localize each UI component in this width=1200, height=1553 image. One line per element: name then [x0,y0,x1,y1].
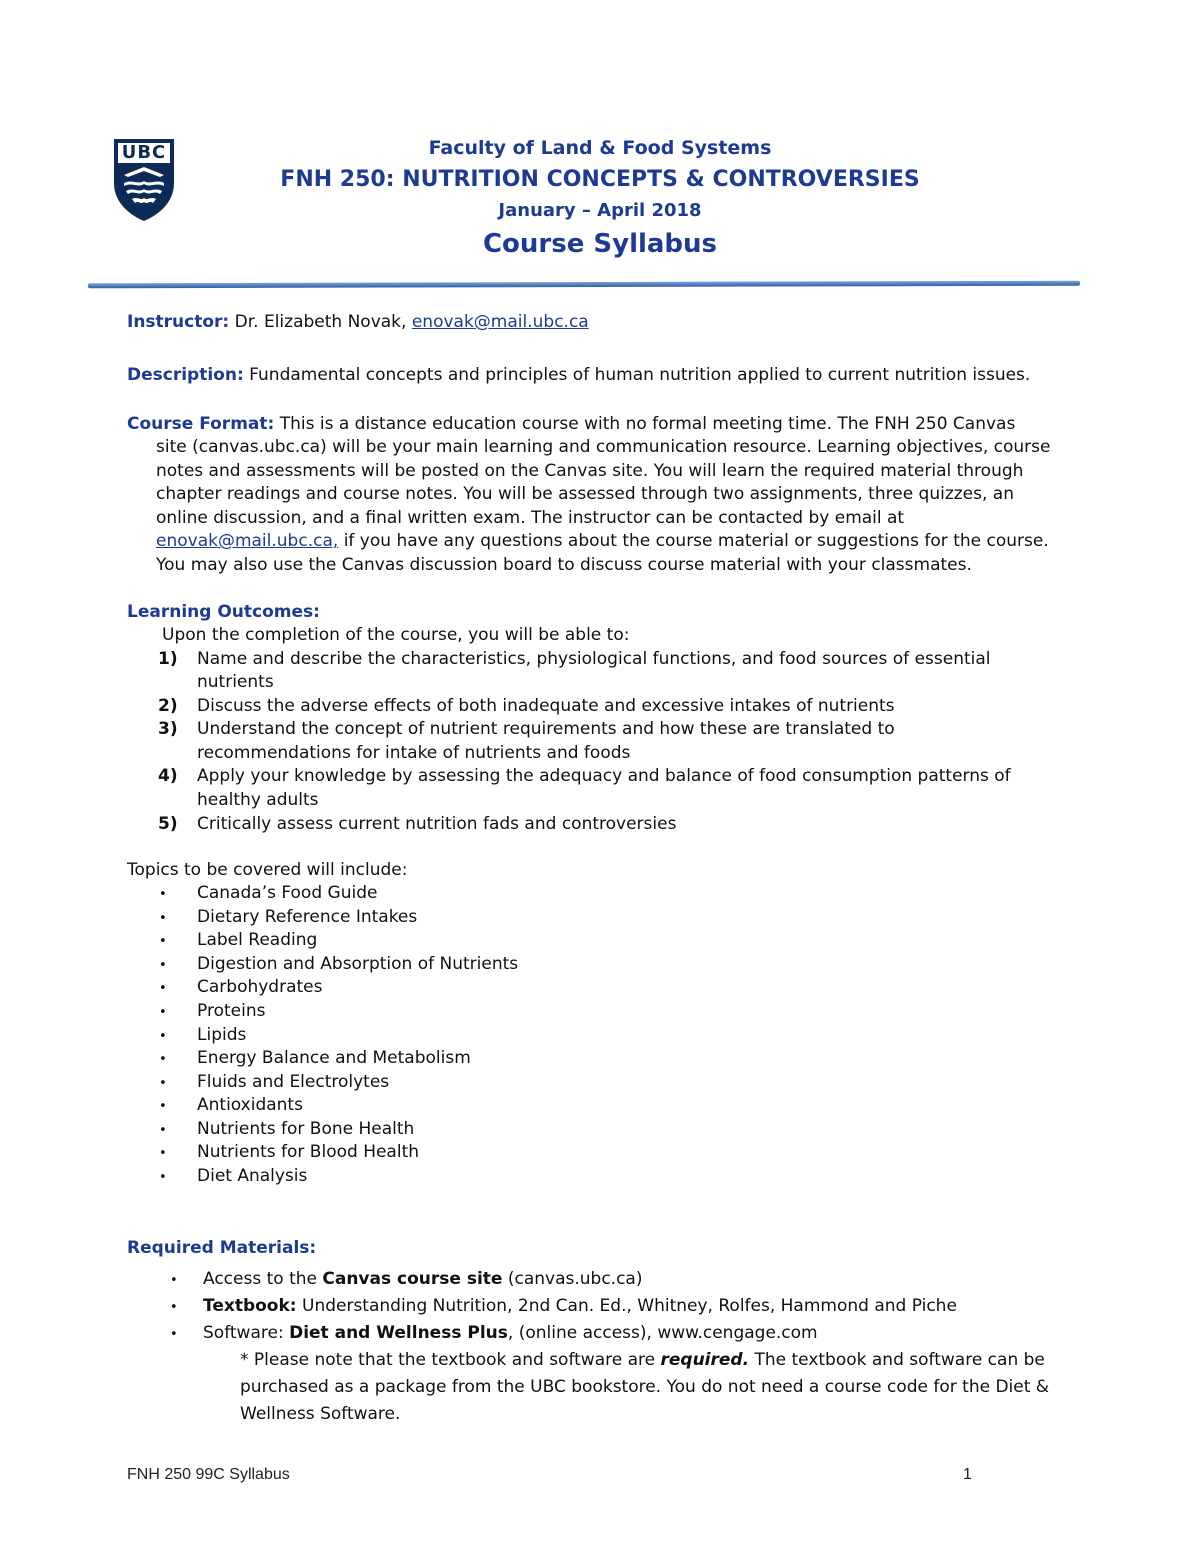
outcome-item-3-line-1: Understand the concept of nutrient requirements and how these are translated to [197,719,895,739]
outcome-number: 4) [158,766,178,786]
bullet-icon: • [159,1170,167,1185]
bullet-icon: • [170,1300,178,1315]
bullet-icon: • [159,934,167,949]
bullet-icon: • [159,1123,167,1138]
bullet-icon: • [159,1052,167,1067]
topics-intro: Topics to be covered will include: [127,860,408,880]
course-format-line-5: online discussion, and a final written exam. The instructor can be contacted by email at [156,508,905,528]
instructor-name: Dr. Elizabeth Novak, [234,312,407,332]
instructor-line [127,311,589,335]
outcome-item-2-line-1: Discuss the adverse effects of both inadequate and excessive intakes of nutrients [197,696,895,716]
material-bold: Diet and Wellness Plus [289,1323,508,1343]
faculty-name: Faculty of Land & Food Systems [428,137,772,159]
bullet-icon: • [170,1327,178,1342]
material-text: Access to the [203,1269,323,1289]
material-bold: Textbook: [203,1296,297,1316]
outcome-item-1-line-1: Name and describe the characteristics, physiological functions, and food sources of essential [197,649,991,669]
description-text: Fundamental concepts and principles of human nutrition applied to current nutrition issues. [249,365,1031,385]
instructor-label: Instructor: [127,312,230,332]
bullet-icon: • [159,1029,167,1044]
bullet-icon: • [159,981,167,996]
bullet-icon: • [159,887,167,902]
materials-note-line-1 [240,1349,1045,1373]
logo-text: UBC [121,142,167,163]
topic-item: Fluids and Electrolytes [197,1072,390,1092]
learning-outcomes-heading: Learning Outcomes: [127,602,320,622]
instructor-email-link[interactable]: enovak@mail.ubc.ca [411,312,589,332]
course-format-line-2: site (canvas.ubc.ca) will be your main learning and communication resource. Learning objectives, course [156,437,1051,457]
outcome-item-4-line-1: Apply your knowledge by assessing the adequacy and balance of food consumption patterns of [197,766,1011,786]
page-number: 1 [963,1466,972,1483]
header-divider [88,281,1080,289]
course-term: January – April 2018 [498,200,702,221]
required-materials-heading: Required Materials: [127,1238,317,1258]
topic-item: Canada’s Food Guide [197,883,378,903]
topic-item: Nutrients for Bone Health [197,1119,415,1139]
page-title: Course Syllabus [482,229,718,259]
topic-item: Carbohydrates [197,977,323,997]
outcome-item-1-line-2: nutrients [197,672,274,692]
bullet-icon: • [159,1099,167,1114]
outcome-item-5-line-1: Critically assess current nutrition fads and controversies [197,814,677,834]
topic-item: Proteins [197,1001,266,1021]
topic-item: Energy Balance and Metabolism [197,1048,471,1068]
course-format-line-7: You may also use the Canvas discussion board to discuss course material with your classmates. [156,555,972,575]
material-item-software [203,1322,818,1346]
bullet-icon: • [159,1146,167,1161]
topic-item: Lipids [197,1025,247,1045]
course-format-line-6 [156,530,1049,554]
material-text: Understanding Nutrition, 2nd Can. Ed., Whitney, Rolfes, Hammond and Piche [296,1296,957,1316]
course-format-text-1: This is a distance education course with no formal meeting time. The FNH 250 Canvas [279,414,1016,434]
material-text: , (online access), www.cengage.com [507,1323,818,1343]
material-item-canvas [203,1268,642,1292]
course-format-label: Course Format: [127,414,275,434]
bullet-icon: • [159,1076,167,1091]
description-line [127,364,1030,388]
outcome-number: 5) [158,814,178,834]
note-text: * Please note that the textbook and software are [240,1350,661,1370]
materials-note-line-2: purchased as a package from the UBC bookstore. You do not need a course code for the Diet & [240,1377,1050,1397]
outcome-number: 1) [158,649,178,669]
bullet-icon: • [159,911,167,926]
course-format-line-3: notes and assessments will be posted on the Canvas site. You will learn the required material through [156,461,1024,481]
material-item-textbook [203,1295,957,1319]
course-format-text-6: if you have any questions about the course material or suggestions for the course. [343,531,1049,551]
outcome-item-3-line-2: recommendations for intake of nutrients and foods [197,743,631,763]
topic-item: Label Reading [197,930,318,950]
material-text: Software: [203,1323,290,1343]
topic-item: Nutrients for Blood Health [197,1142,420,1162]
course-format-email-link[interactable]: enovak@mail.ubc.ca, [156,531,339,551]
note-emphasis: required. [660,1350,750,1370]
bullet-icon: • [159,958,167,973]
footer-left: FNH 250 99C Syllabus [127,1466,290,1483]
topic-item: Dietary Reference Intakes [197,907,418,927]
learning-outcomes-intro: Upon the completion of the course, you will be able to: [162,625,630,645]
note-text: The textbook and software can be [749,1350,1045,1370]
course-format-line-1 [127,413,1015,437]
outcome-number: 2) [158,696,178,716]
material-bold: Canvas course site [322,1269,503,1289]
bullet-icon: • [159,1005,167,1020]
description-label: Description: [127,365,244,385]
material-text: (canvas.ubc.ca) [502,1269,643,1289]
topic-item: Diet Analysis [197,1166,308,1186]
topic-item: Antioxidants [197,1095,303,1115]
course-format-line-4: chapter readings and course notes. You will be assessed through two assignments, three quizzes, an [156,484,1015,504]
outcome-item-4-line-2: healthy adults [197,790,319,810]
course-title: FNH 250: NUTRITION CONCEPTS & CONTROVERSIES [280,167,920,192]
topic-item: Digestion and Absorption of Nutrients [197,954,519,974]
materials-note-line-3: Wellness Software. [240,1404,401,1424]
outcome-number: 3) [158,719,178,739]
bullet-icon: • [170,1273,178,1288]
